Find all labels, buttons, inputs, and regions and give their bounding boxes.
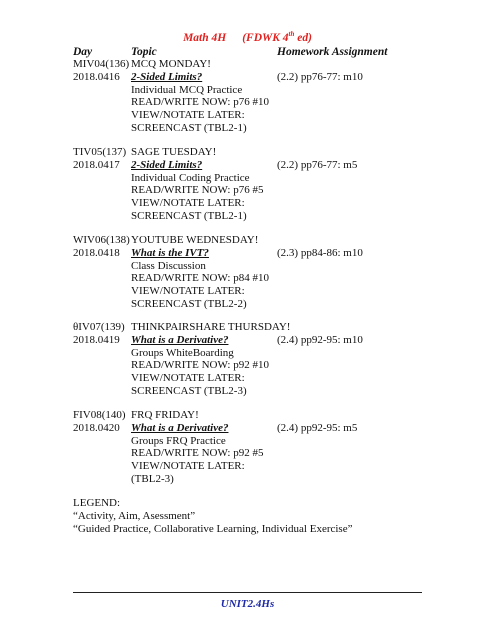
document-title — [0, 30, 495, 44]
edition-suffix: ed) — [294, 31, 312, 44]
footer-unit-label: UNIT2.4Hs — [220, 598, 275, 610]
footer-divider — [73, 592, 422, 593]
day-homework: (2.3) pp84-86: m10 — [277, 246, 363, 259]
day-code: θIV07(139) — [73, 321, 125, 333]
day-code: MIV04(136) — [73, 58, 130, 70]
day-activity: Individual Coding Practice — [131, 171, 250, 184]
day-theme: FRQ FRIDAY! — [131, 409, 199, 421]
day-activity: Groups FRQ Practice — [131, 434, 226, 447]
header-homework: Homework Assignment — [277, 46, 388, 58]
day-aim: What is the IVT? — [131, 246, 209, 259]
day-entry-friday — [73, 409, 433, 486]
day-read-write: READ/WRITE NOW: p76 #10 — [131, 96, 269, 109]
day-entry-tuesday — [73, 146, 433, 223]
day-read-write: READ/WRITE NOW: p84 #10 — [131, 272, 269, 285]
day-theme: YOUTUBE WEDNESDAY! — [131, 234, 259, 246]
header-day: Day — [73, 46, 93, 58]
edition-prefix: (FDWK 4 — [242, 31, 289, 44]
day-date: 2018.0418 — [73, 246, 120, 259]
day-theme: SAGE TUESDAY! — [131, 146, 217, 158]
day-activity: Class Discussion — [131, 259, 206, 272]
day-view: VIEW/NOTATE LATER: — [131, 197, 245, 210]
day-activity: Groups WhiteBoarding — [131, 346, 234, 359]
day-entry-wednesday — [73, 234, 433, 311]
day-date: 2018.0419 — [73, 333, 120, 346]
day-screencast: SCREENCAST (TBL2-2) — [131, 297, 247, 310]
day-screencast: SCREENCAST (TBL2-3) — [131, 384, 247, 397]
legend — [73, 497, 352, 536]
edition-sup: th — [288, 30, 295, 38]
day-code: WIV06(138) — [73, 234, 130, 246]
day-homework: (2.2) pp76-77: m5 — [277, 158, 358, 171]
day-homework: (2.4) pp92-95: m10 — [277, 333, 363, 346]
day-date: 2018.0417 — [73, 158, 120, 171]
day-entry-thursday — [73, 321, 433, 398]
day-view: VIEW/NOTATE LATER: — [131, 285, 245, 298]
day-screencast: SCREENCAST (TBL2-1) — [131, 121, 247, 134]
legend-heading: LEGEND: — [73, 497, 121, 509]
day-homework: (2.2) pp76-77: m10 — [277, 70, 363, 83]
legend-line-1: “Activity, Aim, Asessment” — [73, 510, 196, 522]
day-aim: What is a Derivative? — [131, 333, 229, 346]
day-activity: Individual MCQ Practice — [131, 83, 243, 96]
day-code: FIV08(140) — [73, 409, 126, 421]
header-topic: Topic — [131, 46, 157, 58]
day-read-write: READ/WRITE NOW: p92 #10 — [131, 359, 269, 372]
day-homework: (2.4) pp92-95: m5 — [277, 421, 358, 434]
day-screencast: (TBL2-3) — [131, 472, 174, 485]
legend-line-2: “Guided Practice, Collaborative Learning, Individual Exercise” — [73, 523, 353, 535]
day-screencast: SCREENCAST (TBL2-1) — [131, 209, 247, 222]
day-theme: THINKPAIRSHARE THURSDAY! — [131, 321, 291, 333]
day-aim: 2-Sided Limits? — [131, 158, 203, 171]
day-aim: What is a Derivative? — [131, 421, 229, 434]
day-entry-monday — [73, 58, 433, 135]
day-view: VIEW/NOTATE LATER: — [131, 460, 245, 473]
day-view: VIEW/NOTATE LATER: — [131, 372, 245, 385]
day-code: TIV05(137) — [73, 146, 127, 158]
day-date: 2018.0416 — [73, 70, 120, 83]
day-read-write: READ/WRITE NOW: p76 #5 — [131, 184, 264, 197]
day-view: VIEW/NOTATE LATER: — [131, 109, 245, 122]
course-name: Math 4H — [183, 31, 227, 44]
day-read-write: READ/WRITE NOW: p92 #5 — [131, 447, 264, 460]
day-aim: 2-Sided Limits? — [131, 70, 203, 83]
day-date: 2018.0420 — [73, 421, 120, 434]
day-theme: MCQ MONDAY! — [131, 58, 211, 70]
